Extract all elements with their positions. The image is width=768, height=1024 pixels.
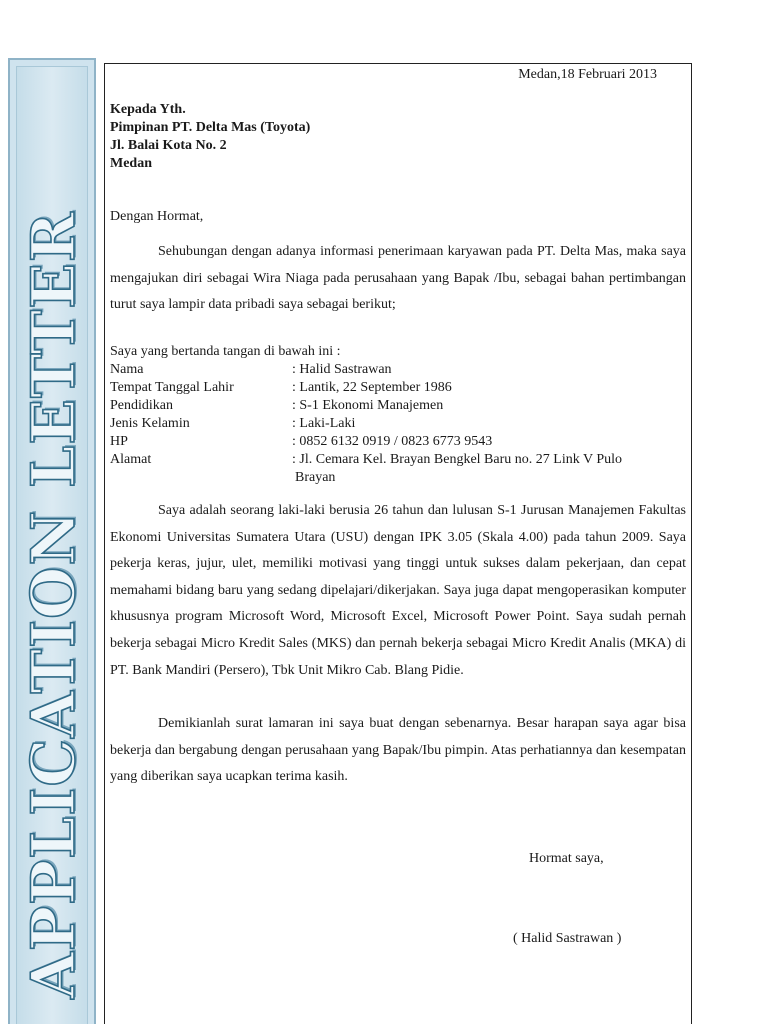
recipient-street: Jl. Balai Kota No. 2 [110, 138, 227, 153]
personal-data-label: Tempat Tanggal Lahir [110, 380, 234, 395]
recipient-company: Pimpinan PT. Delta Mas (Toyota) [110, 120, 311, 135]
recipient-line: Kepada Yth. [110, 102, 186, 117]
personal-data-label: Alamat [110, 452, 152, 467]
personal-data-label: Pendidikan [110, 398, 173, 413]
opening-paragraph-text: Sehubungan dengan adanya informasi penerimaan karyawan pada PT. Delta Mas, maka saya mengajukan diri sebagai Wira Niaga pada perusahaan yang Bapak /Ibu, sebagai bahan pertimbangan turut saya lampir data pribadi saya sebagai berikut; [110, 244, 686, 313]
personal-data-value: : Laki-Laki [292, 416, 356, 431]
closing-salutation: Hormat saya, [529, 851, 604, 866]
personal-data-value: : Halid Sastrawan [292, 362, 392, 377]
body-paragraph [110, 498, 686, 684]
personal-data-value: : S-1 Ekonomi Manajemen [292, 398, 444, 413]
opening-paragraph [110, 239, 686, 319]
personal-data-label: HP [110, 434, 128, 449]
personal-data-label: Nama [110, 362, 144, 377]
personal-data-value: : Lantik, 22 September 1986 [292, 380, 452, 395]
closing-paragraph [110, 711, 686, 791]
recipient-city: Medan [110, 156, 152, 171]
side-banner [8, 58, 96, 1024]
personal-data-intro: Saya yang bertanda tangan di bawah ini : [110, 344, 341, 359]
greeting: Dengan Hormat, [110, 209, 204, 224]
personal-data-label: Jenis Kelamin [110, 416, 190, 431]
signature-name: ( Halid Sastrawan ) [513, 931, 622, 946]
letter-date: Medan,18 Februari 2013 [518, 67, 657, 82]
personal-data-value: : 0852 6132 0919 / 0823 6773 9543 [292, 434, 493, 449]
body-paragraph-text: Saya adalah seorang laki-laki berusia 26 tahun dan lulusan S-1 Jurusan Manajemen Fakultas Ekonomi Universitas Sumatera Utara (USU) dengan IPK 3.05 (Skala 4.00) pada tahun 2009. Saya pekerja keras, jujur, ulet, memiliki motivasi yang tinggi untuk sukses dalam pekerjaan, dan cepat memahami bidang baru yang sedang dipelajari/dikerjakan. Saya juga dapat mengoperasikan komputer khususnya program Microsoft Word, Microsoft Excel, Microsoft Power Point. Saya sudah pernah bekerja sebagai Micro Kredit Sales (MKS) dan pernah bekerja sebagai Micro Kredit Analis (MKA) di PT. Bank Mandiri (Persero), Tbk Unit Mikro Cab. Blang Pidie. [110, 503, 686, 678]
personal-data-value: : Jl. Cemara Kel. Brayan Bengkel Baru no. 27 Link V Pulo [292, 452, 622, 467]
side-banner-title: APPLICATION LETTER [19, 211, 89, 999]
closing-paragraph-text: Demikianlah surat lamaran ini saya buat dengan sebenarnya. Besar harapan saya agar bisa bekerja dan bergabung dengan perusahaan yang Bapak/Ibu pimpin. Atas perhatiannya dan kesempatan yang diberikan saya ucapkan terima kasih. [110, 716, 686, 785]
personal-data-value-continued: Brayan [295, 470, 336, 485]
letter-page [104, 63, 692, 1024]
